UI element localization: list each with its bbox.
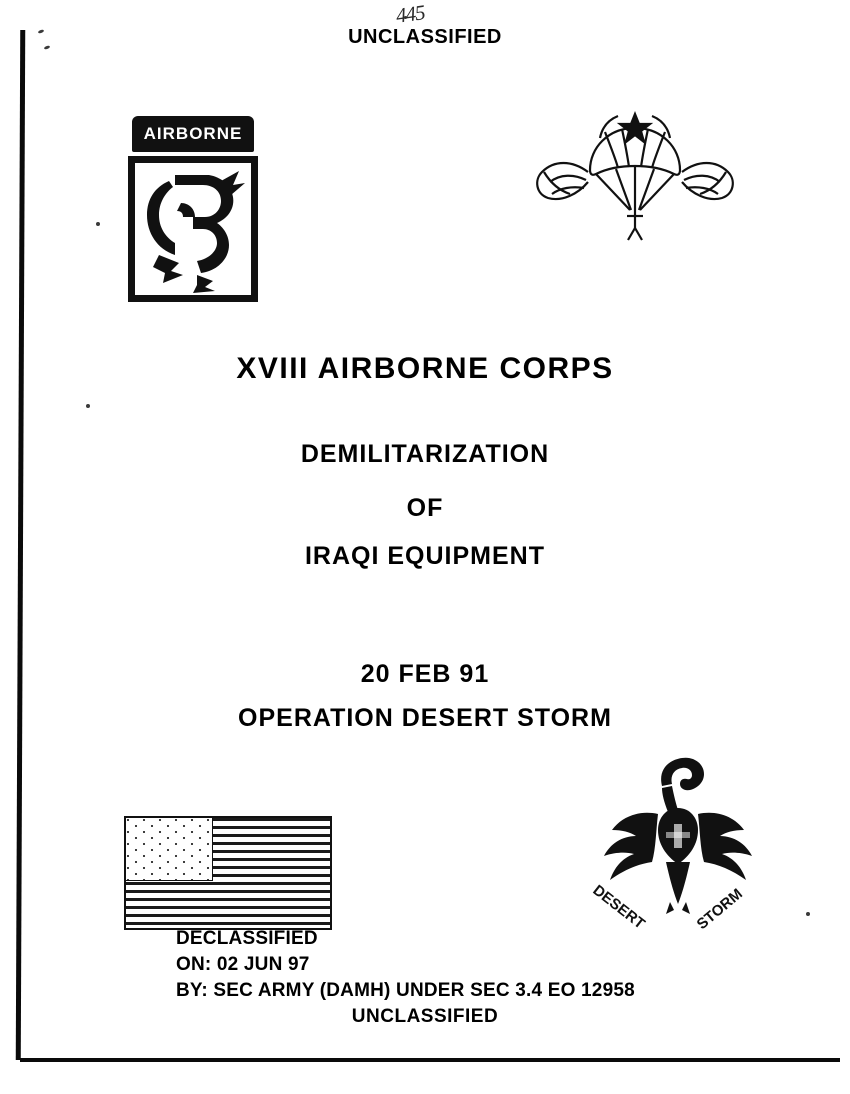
declassification-date: ON: 02 JUN 97 xyxy=(176,954,310,975)
desert-storm-eagle-emblem xyxy=(578,752,778,944)
handwritten-annotation: 445 xyxy=(394,0,426,28)
subtitle-line-3: IRAQI EQUIPMENT xyxy=(304,542,545,570)
document-date: 20 FEB 91 xyxy=(360,660,490,688)
subtitle-line-1: DEMILITARIZATION xyxy=(300,440,550,468)
master-parachutist-wings-badge xyxy=(530,110,740,260)
operation-name: OPERATION DESERT STORM xyxy=(238,704,612,732)
flag-canton xyxy=(126,818,213,881)
flag-stars xyxy=(126,818,212,880)
airborne-tab xyxy=(132,116,254,152)
page-title: XVIII AIRBORNE CORPS xyxy=(236,352,614,385)
scan-speck xyxy=(96,222,100,226)
declassification-authority: BY: SEC ARMY (DAMH) UNDER SEC 3.4 EO 12958 xyxy=(176,980,635,1001)
dragon-icon xyxy=(135,163,251,295)
scan-speck xyxy=(806,912,810,916)
declassification-status: DECLASSIFIED xyxy=(176,928,318,949)
patch-shield xyxy=(128,156,258,302)
desert-storm-right-text: STORM xyxy=(693,885,746,934)
subtitle-line-2: OF xyxy=(406,494,444,522)
classification-marking-bottom: UNCLASSIFIED xyxy=(351,1006,499,1027)
airborne-tab-label: AIRBORNE xyxy=(143,124,243,143)
xviii-airborne-corps-patch xyxy=(128,116,258,302)
united-states-flag xyxy=(124,816,332,930)
scan-speck xyxy=(86,404,90,408)
page-edge-bottom xyxy=(20,1058,840,1062)
declassification-stamp xyxy=(176,926,635,1004)
desert-storm-left-text: DESERT xyxy=(589,881,648,933)
classification-marking-top: UNCLASSIFIED xyxy=(348,26,502,48)
patch-field xyxy=(135,163,251,295)
